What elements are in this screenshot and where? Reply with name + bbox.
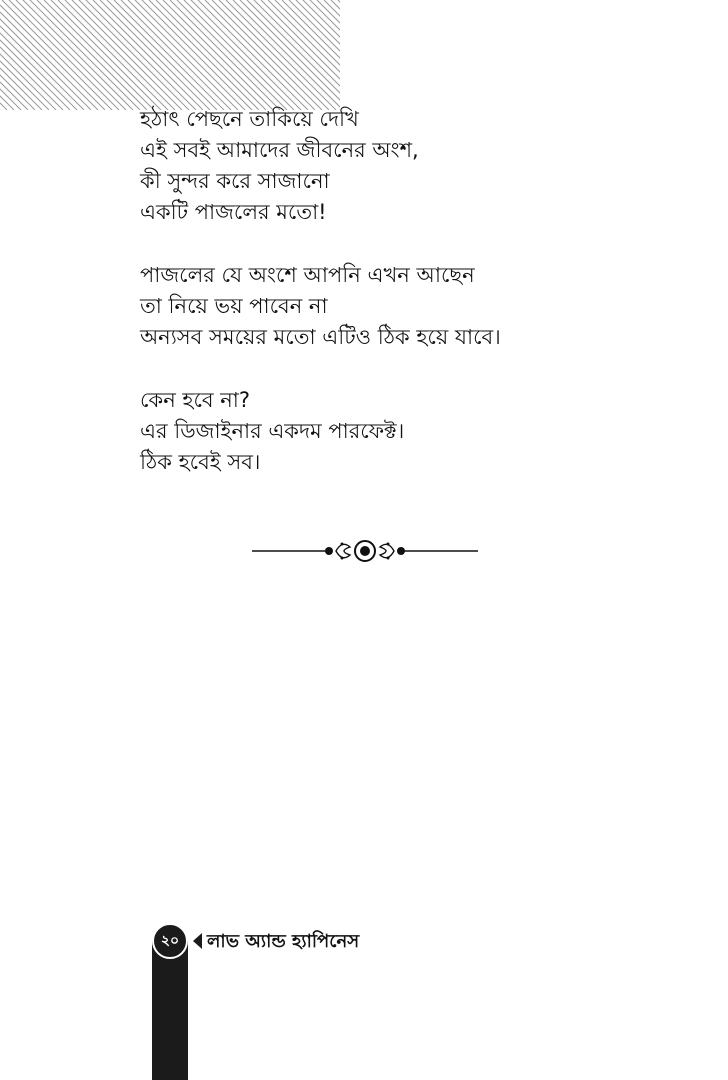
poem-line: অন্যসব সময়ের মতো এটিও ঠিক হয়ে যাবে। [140,325,501,349]
poem-line: পাজলের যে অংশে আপনি এখন আছেন [140,263,475,287]
poem-line: কী সুন্দর করে সাজানো [140,169,330,193]
poem-body [140,104,660,510]
ornament-divider-icon [250,534,480,568]
page-number: ২০ [152,923,188,959]
poem-stanza-3 [140,385,660,478]
poem-line: এর ডিজাইনার একদম পারফেক্ট। [140,419,405,443]
poem-line: এই সবই আমাদের জীবনের অংশ, [140,138,419,162]
book-title: লাভ অ্যান্ড হ্যাপিনেস [207,931,360,952]
poem-line: কেন হবে না? [140,388,251,412]
poem-line: ঠিক হবেই সব। [140,450,261,474]
poem-line: হঠাৎ পেছনে তাকিয়ে দেখি [140,107,359,131]
poem-line: তা নিয়ে ভয় পাবেন না [140,294,328,318]
triangle-left-icon [193,933,202,949]
footer-side-band [152,940,188,1080]
corner-stripe-pattern [0,0,340,110]
poem-stanza-1 [140,104,660,228]
poem-stanza-2 [140,260,660,353]
poem-line: একটি পাজলের মতো! [140,200,327,224]
